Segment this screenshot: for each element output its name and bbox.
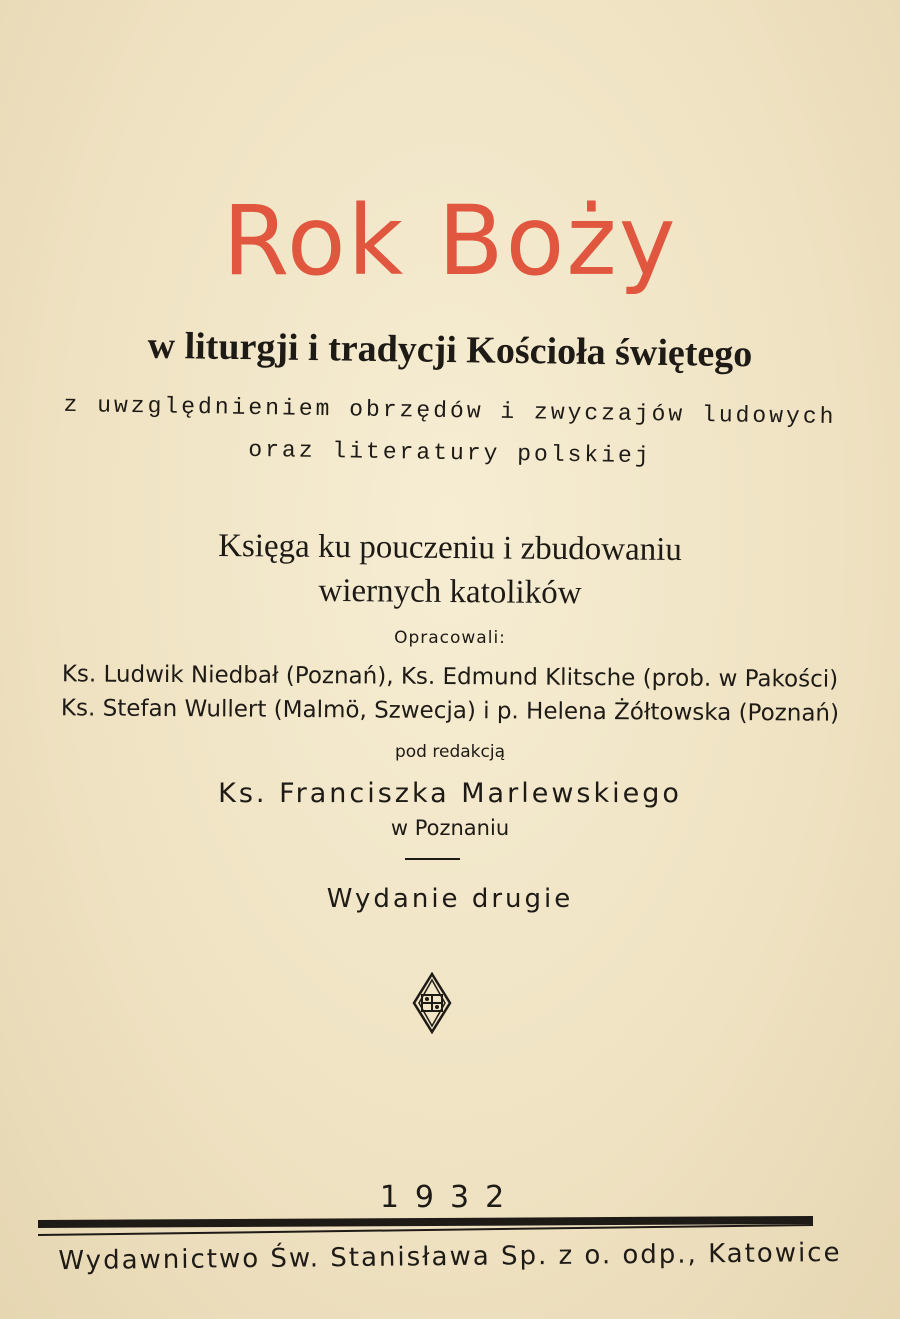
editor-place: w Poznaniu [390, 816, 510, 840]
publisher-line: Wydawnictwo Św. Stanisława Sp. z o. odp., Katowice [58, 1237, 842, 1277]
prepared-by-label: Opracowali: [394, 628, 506, 648]
edition-label: Wydanie drugie [326, 884, 574, 914]
publisher-emblem-icon [410, 972, 454, 1034]
book-purpose-line-2: wiernych katolików [318, 572, 582, 612]
publication-year: 1932 [379, 1180, 521, 1215]
edited-by-label: pod redakcją [394, 742, 505, 762]
book-purpose-line-1: Księga ku pouczeniu i zbudowaniu [217, 527, 683, 569]
short-divider [405, 858, 460, 860]
decorative-bar [38, 1212, 813, 1242]
book-title: Rok Boży [222, 185, 678, 297]
description-line-1: z uwzględnieniem obrzędów i zwyczajów ludowych [63, 391, 837, 431]
book-subtitle: w liturgji i tradycji Kościoła świętego [147, 324, 753, 376]
authors-line-1: Ks. Ludwik Niedbał (Poznań), Ks. Edmund Klitsche (prob. w Pakości) [61, 661, 839, 693]
authors-line-2: Ks. Stefan Wullert (Malmö, Szwecja) i p. Helena Żółtowska (Poznań) [60, 695, 840, 727]
editor-name: Ks. Franciszka Marlewskiego [218, 778, 682, 809]
description-line-2: oraz literatury polskiej [248, 436, 652, 470]
